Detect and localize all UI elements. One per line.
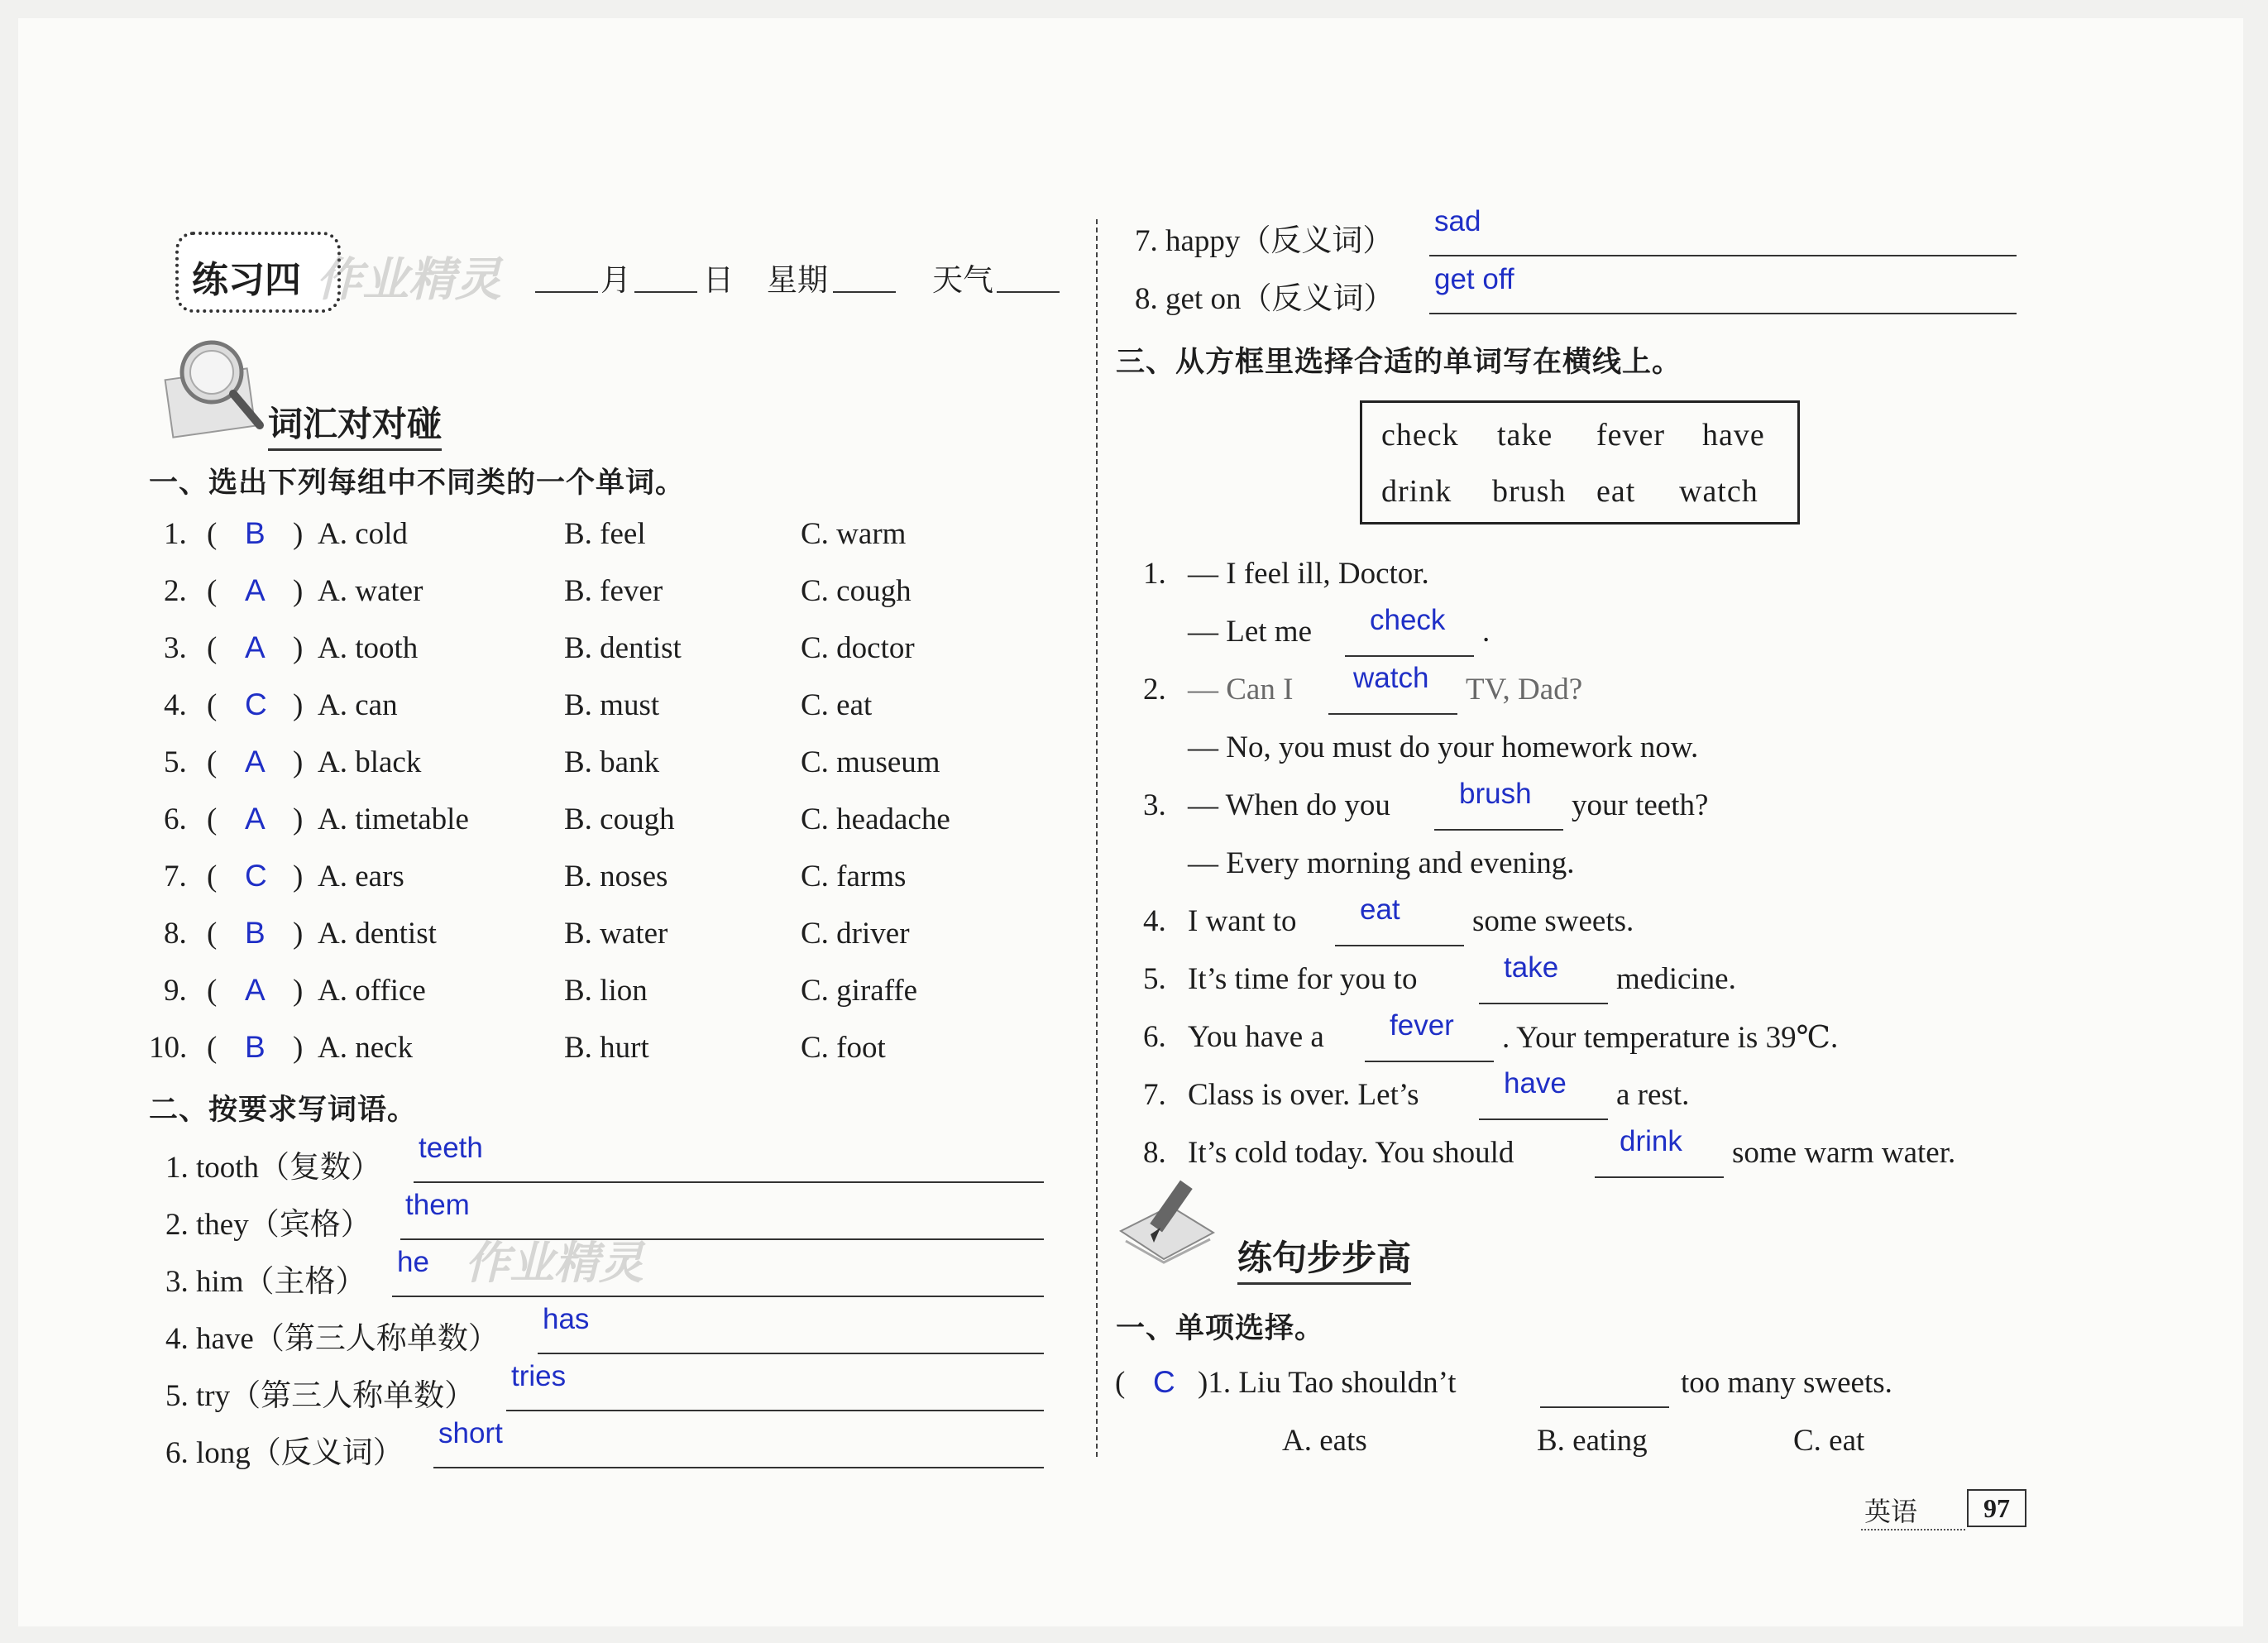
paren-open: ( [207, 688, 218, 722]
column-divider [1096, 219, 1098, 1457]
answer-line [1365, 1061, 1494, 1062]
option-b: B. lion [564, 974, 648, 1008]
sentence-after: your teeth? [1572, 788, 1709, 822]
option-b: B. hurt [564, 1031, 649, 1065]
paren-close: ) [293, 802, 304, 836]
option-c: C. headache [801, 802, 950, 836]
answer-line [1434, 829, 1563, 831]
written-answer: teeth [419, 1132, 483, 1164]
box-word: have [1702, 418, 1765, 453]
sentence-after: a rest. [1616, 1078, 1690, 1112]
weather-label: 天气 [932, 264, 993, 298]
question-number: 3. [1143, 788, 1166, 822]
word-prompt: 4. have（第三人称单数） [165, 1322, 499, 1356]
written-answer: short [438, 1417, 503, 1449]
part4-heading: 一、单项选择。 [1116, 1312, 1325, 1345]
question-number: 10. [149, 1031, 188, 1065]
option-b: B. bank [564, 745, 660, 779]
box-word: eat [1596, 474, 1636, 509]
word-prompt: 2. they（宾格） [165, 1208, 371, 1242]
option-a: A. eats [1282, 1424, 1367, 1458]
question-number: 2. [1143, 673, 1166, 707]
word-prompt: 6. long（反义词） [165, 1436, 404, 1470]
part3-heading: 三、从方框里选择合适的单词写在横线上。 [1116, 346, 1682, 379]
box-word: watch [1679, 474, 1758, 509]
written-answer: take [1504, 951, 1559, 984]
question-number: 4. [1143, 904, 1166, 938]
written-answer: fever [1390, 1009, 1454, 1042]
option-a: A. timetable [318, 802, 469, 836]
watermark-2: 作业精灵 [465, 1237, 644, 1289]
question-number: 7. [164, 860, 187, 893]
question-number: 1. [164, 517, 187, 551]
answer-line [1479, 1003, 1608, 1004]
day-label: 日 [703, 264, 734, 298]
magnifier-icon [160, 333, 268, 440]
option-b: B. must [564, 688, 660, 722]
written-answer: watch [1353, 662, 1429, 694]
option-c: C. eat [1793, 1424, 1865, 1458]
option-c: C. warm [801, 517, 907, 551]
word-prompt: 5. try（第三人称单数） [165, 1379, 476, 1413]
question-number: 3. [164, 631, 187, 665]
option-a: A. neck [318, 1031, 414, 1065]
option-c: C. doctor [801, 631, 915, 665]
question-number: 2. [164, 574, 187, 608]
paren-close: ) [293, 574, 304, 608]
question-number: 8. [1143, 1136, 1166, 1170]
option-a: A. tooth [318, 631, 419, 665]
answer-line [1335, 945, 1464, 946]
answer-letter: C [245, 859, 267, 893]
paren-open: ( [207, 1031, 218, 1065]
month-blank [535, 291, 598, 293]
box-word: drink [1381, 474, 1452, 509]
option-c: C. foot [801, 1031, 886, 1065]
option-c: C. museum [801, 745, 940, 779]
paren-open: ( [207, 860, 218, 893]
weather-blank [997, 291, 1060, 293]
vocab-section-title: 词汇对对碰 [268, 397, 442, 451]
subject-label: 英语 [1864, 1496, 1918, 1527]
paren-open: ( [207, 745, 218, 779]
option-c: C. driver [801, 917, 910, 951]
written-answer: brush [1459, 778, 1532, 810]
paren-close: ) [293, 860, 304, 893]
answer-line [1479, 1118, 1608, 1120]
written-answer: has [543, 1303, 590, 1335]
paren-open: ( [1115, 1366, 1126, 1400]
box-word: fever [1596, 418, 1666, 453]
sentence-before: — No, you must do your homework now. [1188, 730, 1699, 764]
option-b: B. noses [564, 860, 668, 893]
answer-line [392, 1296, 1044, 1297]
weekday-label: 星期 [767, 264, 828, 298]
option-b: B. cough [564, 802, 675, 836]
workbook-page [18, 18, 2243, 1626]
written-answer: drink [1620, 1125, 1682, 1157]
question-number: 9. [164, 974, 187, 1008]
paren-close: ) [293, 745, 304, 779]
answer-line [1540, 1406, 1669, 1408]
question-number: 8. [164, 917, 187, 951]
answer-line [1595, 1176, 1724, 1178]
part2-heading: 二、按要求写词语。 [149, 1094, 418, 1127]
sentence-after: TV, Dad? [1466, 673, 1583, 707]
question-number: 7. [1143, 1078, 1166, 1112]
answer-letter: C [245, 687, 267, 721]
paren-close: ) [293, 974, 304, 1008]
sentence-before: It’s cold today. You should [1188, 1136, 1514, 1170]
paren-open: ( [207, 802, 218, 836]
option-b: B. eating [1537, 1424, 1648, 1458]
paren-close: ) [293, 688, 304, 722]
option-a: A. black [318, 745, 422, 779]
option-c: C. cough [801, 574, 912, 608]
answer-letter: A [245, 802, 266, 836]
sentence-before: Class is over. Let’s [1188, 1078, 1419, 1112]
answer-letter: A [245, 573, 266, 607]
answer-line [1429, 255, 2017, 256]
answer-letter: C [1153, 1365, 1175, 1399]
sentence-after: medicine. [1616, 962, 1736, 996]
sentence-before: — Let me [1188, 615, 1313, 649]
word-prompt: 3. him（主格） [165, 1265, 366, 1299]
answer-letter: B [245, 516, 266, 550]
answer-line [506, 1410, 1044, 1411]
part1-heading: 一、选出下列每组中不同类的一个单词。 [149, 467, 686, 500]
written-answer: check [1370, 604, 1446, 636]
option-a: A. can [318, 688, 398, 722]
sentence-before: It’s time for you to [1188, 962, 1418, 996]
written-answer: sad [1434, 205, 1481, 237]
option-a: A. cold [318, 517, 408, 551]
answer-letter: A [245, 630, 266, 664]
paren-close: ) [293, 517, 304, 551]
paren-close: ) [293, 631, 304, 665]
weekday-blank [833, 291, 896, 293]
paren-open: ( [207, 631, 218, 665]
option-a: A. office [318, 974, 426, 1008]
paren-open: ( [207, 917, 218, 951]
sentence-before: — Every morning and evening. [1188, 846, 1575, 880]
exercise-title: 练习四 [192, 259, 301, 301]
sentence-section-title: 练句步步高 [1237, 1231, 1411, 1285]
question-number: 6. [164, 802, 187, 836]
sentence-after: . Your temperature is 39℃. [1502, 1021, 1839, 1055]
sentence-after: some sweets. [1472, 904, 1634, 938]
answer-letter: B [245, 916, 266, 950]
option-c: C. farms [801, 860, 907, 893]
written-answer: them [405, 1189, 470, 1221]
option-c: C. eat [801, 688, 873, 722]
option-a: A. water [318, 574, 423, 608]
written-answer: eat [1360, 893, 1400, 926]
word-prompt: 1. tooth（复数） [165, 1151, 382, 1185]
answer-letter: A [245, 745, 266, 778]
option-a: A. dentist [318, 917, 437, 951]
watermark: 作业精灵 [316, 253, 501, 307]
question-number: 5. [1143, 962, 1166, 996]
option-b: B. fever [564, 574, 663, 608]
question-number: 4. [164, 688, 187, 722]
question-after: too many sweets. [1681, 1366, 1892, 1400]
sentence-after: . [1482, 615, 1490, 649]
pen-paper-icon [1112, 1173, 1220, 1272]
sentence-before: You have a [1188, 1020, 1324, 1054]
box-word: take [1497, 418, 1553, 453]
option-b: B. water [564, 917, 668, 951]
paren-open: ( [207, 974, 218, 1008]
month-label: 月 [600, 264, 631, 298]
sentence-before: I want to [1188, 904, 1297, 938]
written-answer: have [1504, 1067, 1567, 1099]
answer-line [433, 1467, 1044, 1468]
written-answer: he [397, 1246, 429, 1278]
page-number: 97 [1967, 1489, 2026, 1527]
question-number: 5. [164, 745, 187, 779]
sentence-before: — When do you [1188, 788, 1390, 822]
question-number: 1. [1143, 557, 1166, 591]
paren-open: ( [207, 574, 218, 608]
subject-underline [1861, 1529, 1965, 1530]
written-answer: get off [1434, 263, 1514, 295]
word-prompt: 7. happy（反义词） [1135, 224, 1394, 258]
sentence-before: — Can I [1188, 673, 1294, 707]
question-stem: )1. Liu Tao shouldn’t [1198, 1366, 1457, 1400]
sentence-after: some warm water. [1732, 1136, 1956, 1170]
paren-close: ) [293, 917, 304, 951]
answer-letter: A [245, 973, 266, 1007]
paren-open: ( [207, 517, 218, 551]
option-c: C. giraffe [801, 974, 918, 1008]
question-number: 6. [1143, 1020, 1166, 1054]
option-b: B. dentist [564, 631, 682, 665]
answer-line [1328, 713, 1457, 715]
option-b: B. feel [564, 517, 646, 551]
word-prompt: 8. get on（反义词） [1135, 282, 1395, 316]
box-word: brush [1492, 474, 1567, 509]
day-blank [634, 291, 697, 293]
option-a: A. ears [318, 860, 404, 893]
paren-close: ) [293, 1031, 304, 1065]
answer-line [414, 1181, 1044, 1183]
answer-line [538, 1353, 1044, 1354]
answer-letter: B [245, 1030, 266, 1064]
sentence-before: — I feel ill, Doctor. [1188, 557, 1429, 591]
answer-line [1429, 313, 2017, 314]
answer-line [1345, 655, 1474, 657]
written-answer: tries [511, 1360, 567, 1392]
box-word: check [1381, 418, 1459, 453]
